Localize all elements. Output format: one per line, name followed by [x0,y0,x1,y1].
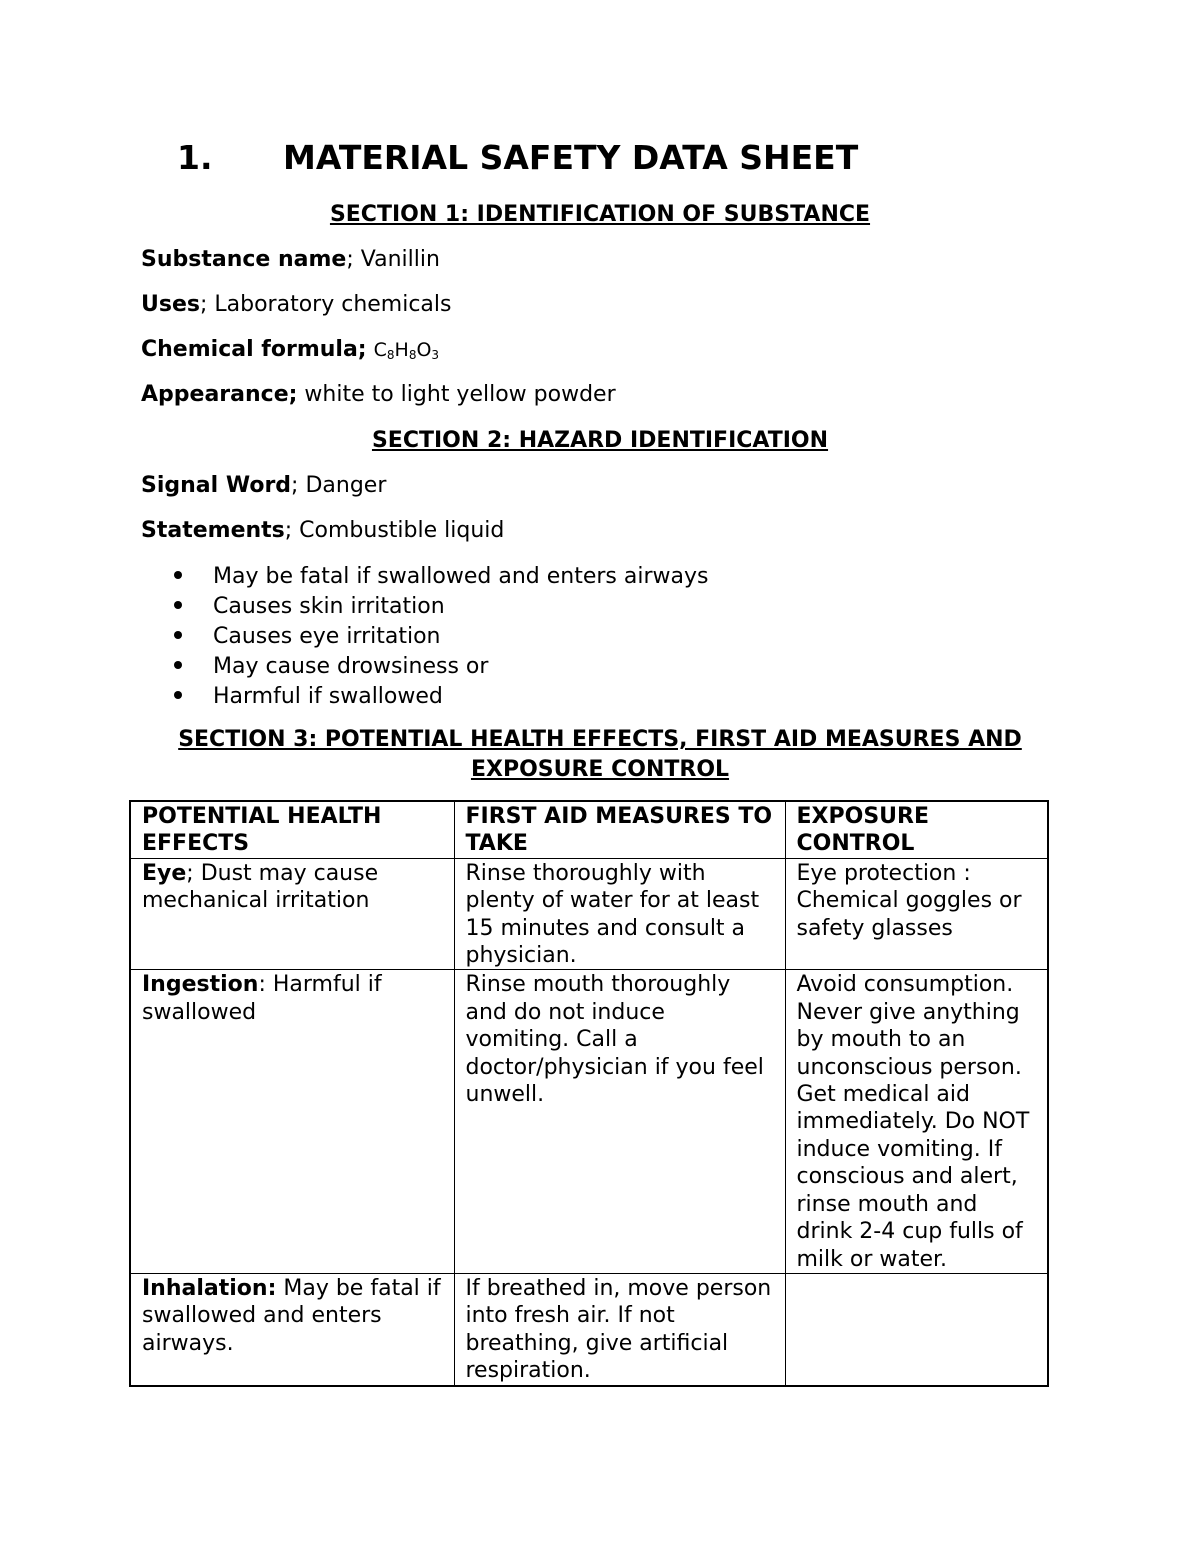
title-text: MATERIAL SAFETY DATA SHEET [283,138,859,177]
signal-word-label: Signal Word [141,473,292,498]
uses-value: ; Laboratory chemicals [199,292,452,317]
table-row [130,858,1048,970]
effect-description: May be fatal if swallowed and enters airways. [142,1275,441,1356]
chemical-formula-label: Chemical formula; [141,337,367,362]
section-2-heading: SECTION 2: HAZARD IDENTIFICATION [371,428,829,453]
signal-word-field [141,471,386,501]
formula-oxygen-count: 3 [431,348,440,362]
health-effect-cell [130,970,454,1273]
list-item-text: May be fatal if swallowed and enters airways [213,564,709,589]
document-title [177,138,858,177]
chemical-formula-value [374,339,439,361]
appearance-field [141,380,616,410]
bullet-icon [174,691,182,699]
list-item-text: Harmful if swallowed [213,684,443,709]
formula-oxygen: O [416,339,432,361]
bullet-icon [174,601,182,609]
section-3-heading-line-1: SECTION 3: POTENTIAL HEALTH EFFECTS, FIRST AID MEASURES AND [178,727,1022,752]
hazard-statements-list [141,562,708,712]
exposure-control-cell: Avoid consumption. Never give anything by mouth to an unconscious person. Get medical aid immediately. Do NOT induce vomiting. If conscious and alert, rinse mouth and drink 2-4 cup fulls of milk or water. [785,970,1048,1273]
formula-carbon-count: 8 [386,348,395,362]
bullet-icon [174,661,182,669]
effect-route-label: Inhalation: [142,1275,277,1301]
table-header-row [130,801,1048,858]
appearance-label: Appearance; [141,382,298,407]
column-header-first-aid: FIRST AID MEASURES TO TAKE [454,801,785,858]
appearance-value: white to light yellow powder [297,382,616,407]
substance-name-label: Substance name [141,247,347,272]
chemical-formula-field [141,335,439,370]
uses-field [141,290,452,320]
effect-description: ; Dust may cause mechanical irritation [142,860,379,914]
column-header-exposure-control: EXPOSURE CONTROL [785,801,1048,858]
health-effect-cell [130,858,454,970]
bullet-icon [174,631,182,639]
table-row [130,1273,1048,1385]
list-item [141,592,708,622]
effect-route-label: Ingestion [142,972,259,998]
formula-hydrogen-count: 8 [408,348,417,362]
list-item [141,622,708,652]
column-header-health-effects: POTENTIAL HEALTH EFFECTS [130,801,454,858]
table-row [130,970,1048,1273]
first-aid-cell: Rinse thoroughly with plenty of water for at least 15 minutes and consult a physician. [454,858,785,970]
statements-label: Statements [141,518,285,543]
list-item [141,652,708,682]
section-1-heading: SECTION 1: IDENTIFICATION OF SUBSTANCE [329,202,871,227]
substance-name-value: ; Vanillin [346,247,440,272]
substance-name-field [141,245,440,275]
statements-value: ; Combustible liquid [284,518,505,543]
statements-field [141,516,504,546]
first-aid-cell: If breathed in, move person into fresh air. If not breathing, give artificial respiration. [454,1273,785,1385]
list-item [141,562,708,592]
title-number: 1. [177,138,213,177]
exposure-control-cell [785,1273,1048,1385]
section-3-heading-line-2: EXPOSURE CONTROL [470,757,730,782]
list-item-text: May cause drowsiness or [213,654,489,679]
formula-hydrogen: H [394,339,409,361]
uses-label: Uses [141,292,200,317]
bullet-icon [174,571,182,579]
effect-route-label: Eye [142,860,187,886]
list-item [141,682,708,712]
health-effects-table [129,800,1049,1387]
first-aid-cell: Rinse mouth thoroughly and do not induce vomiting. Call a doctor/physician if you feel unwell. [454,970,785,1273]
signal-word-value: ; Danger [291,473,387,498]
formula-carbon: C [373,339,387,361]
list-item-text: Causes eye irritation [213,624,441,649]
health-effect-cell [130,1273,454,1385]
effect-description: : Harmful if swallowed [142,972,382,1025]
list-item-text: Causes skin irritation [213,594,445,619]
exposure-control-cell: Eye protection : Chemical goggles or safety glasses [785,858,1048,970]
